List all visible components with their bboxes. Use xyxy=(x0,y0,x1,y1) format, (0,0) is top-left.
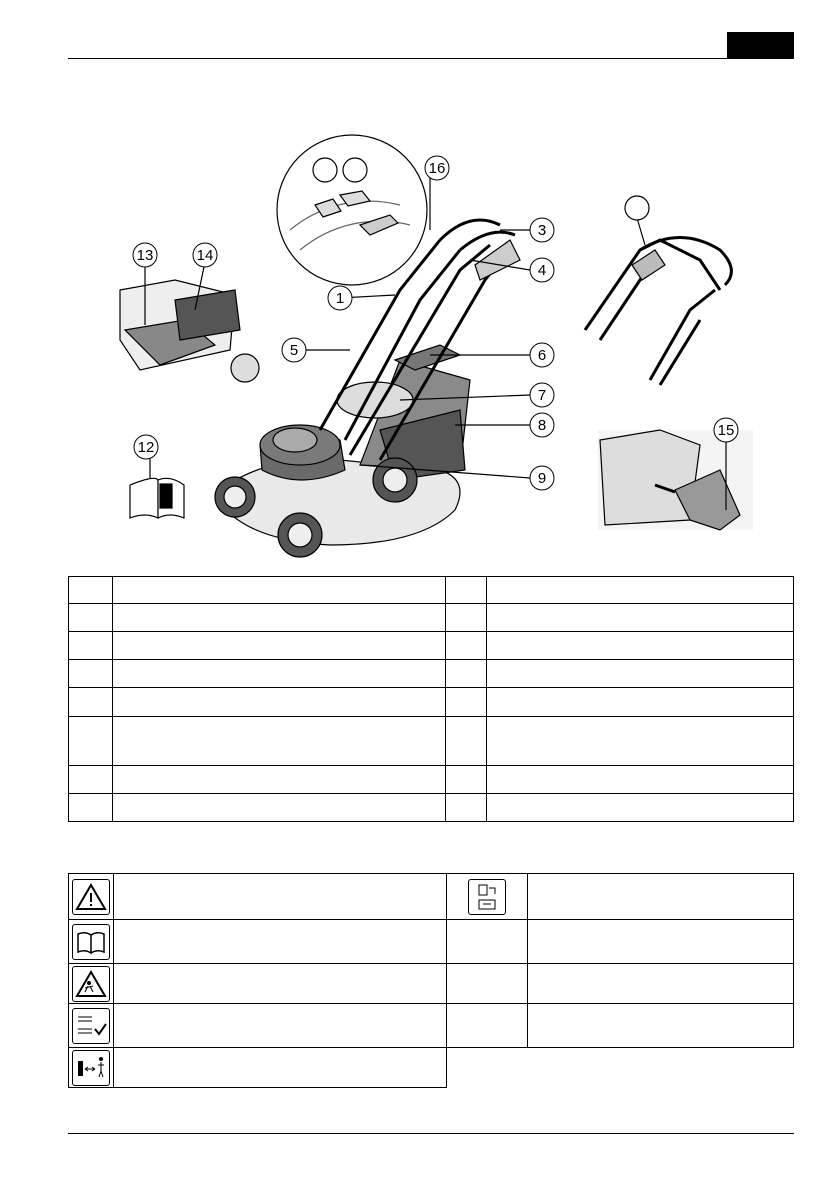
table-row xyxy=(69,688,794,717)
callout-5 xyxy=(282,338,306,362)
footer-rule xyxy=(68,1133,794,1134)
callout-3-label: 3 xyxy=(537,222,547,239)
callout-15 xyxy=(714,418,738,442)
table-row xyxy=(69,1048,794,1088)
table-row xyxy=(69,717,794,766)
table-row xyxy=(69,604,794,632)
callout-8 xyxy=(530,413,554,437)
callout-7 xyxy=(530,383,554,407)
symbols-table xyxy=(68,873,794,1088)
parts-table xyxy=(68,576,794,822)
read-manual-icon xyxy=(72,924,110,960)
callout-13-label: 13 xyxy=(136,247,154,264)
callout-1-label: 1 xyxy=(335,290,345,307)
callout-5-label: 5 xyxy=(289,342,299,359)
callout-16-label: 16 xyxy=(428,160,446,177)
table-row xyxy=(69,874,794,920)
table-row xyxy=(69,577,794,604)
warning-triangle-icon xyxy=(72,879,110,915)
engine-brake-lever-icon xyxy=(468,879,506,915)
callout-13 xyxy=(133,243,157,267)
callout-14-label: 14 xyxy=(196,247,214,264)
mower-illustration xyxy=(0,0,839,570)
callout-12-label: 12 xyxy=(137,439,155,456)
callout-8-label: 8 xyxy=(537,417,547,434)
callout-14 xyxy=(193,243,217,267)
table-row xyxy=(69,1004,794,1048)
table-row xyxy=(69,766,794,794)
callout-12 xyxy=(134,435,158,459)
callout-4 xyxy=(530,258,554,282)
flying-objects-warning-icon xyxy=(72,966,110,1002)
callout-9 xyxy=(530,466,554,490)
callout-6-label: 6 xyxy=(537,347,547,364)
callout-16 xyxy=(425,156,449,180)
callout-1 xyxy=(328,286,352,310)
table-row xyxy=(69,964,794,1004)
callout-7-label: 7 xyxy=(537,387,547,404)
callout-9-label: 9 xyxy=(537,470,547,487)
table-row xyxy=(69,632,794,660)
table-row xyxy=(69,920,794,964)
detail-circle xyxy=(277,135,427,285)
callout-15-label: 15 xyxy=(717,422,735,439)
callout-4-label: 4 xyxy=(537,262,547,279)
table-row xyxy=(69,660,794,688)
callout-6 xyxy=(530,343,554,367)
switch-off-remove-key-icon xyxy=(72,1008,110,1044)
keep-distance-icon xyxy=(72,1050,110,1086)
table-row xyxy=(69,794,794,822)
callout-3 xyxy=(530,218,554,242)
